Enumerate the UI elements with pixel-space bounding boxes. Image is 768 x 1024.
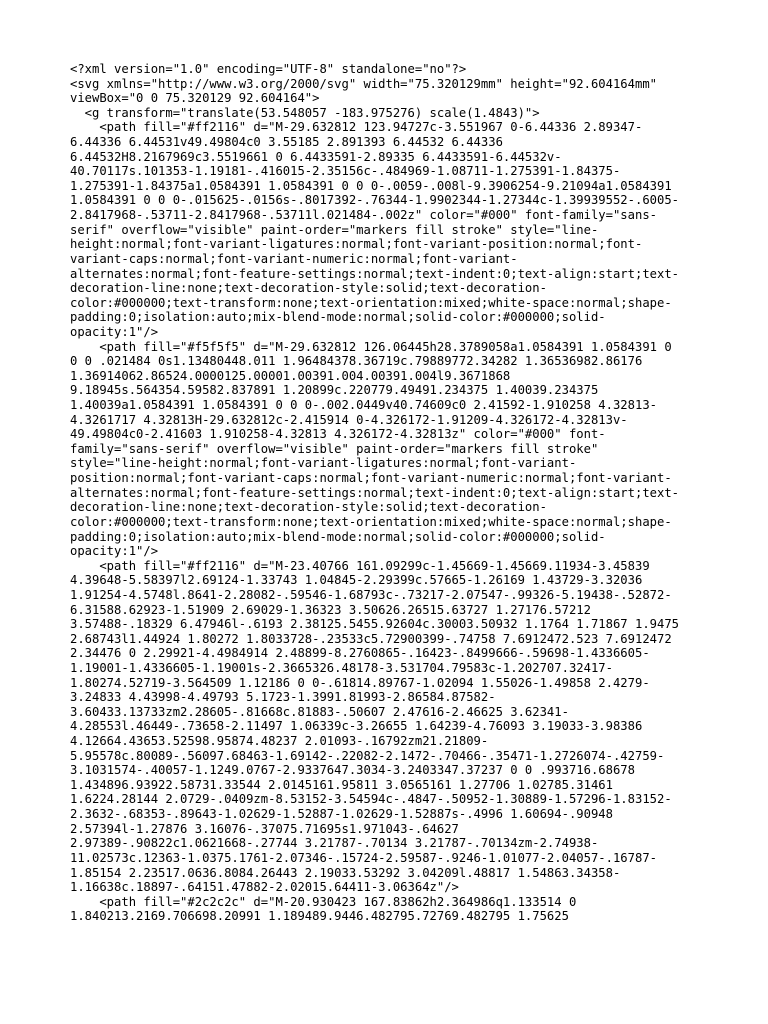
text-line: 1.434896.93922.58731.33544 2.0145161.95811 3.0565161 1.27706 1.02785.31461 <box>70 777 613 792</box>
text-line: 6.44532H8.2167969c3.5519661 0 6.4433591-2.89335 6.4433591-6.44532v- <box>70 149 562 164</box>
text-line: padding:0;isolation:auto;mix-blend-mode:normal;solid-color:#000000;solid- <box>70 310 606 325</box>
text-line: height:normal;font-variant-ligatures:normal;font-variant-position:normal;font- <box>70 237 643 252</box>
text-line: 0 0 .021484 0s1.13480448.011 1.96484378.36719c.79889772.34282 1.36536982.86176 <box>70 354 643 369</box>
text-line: 1.85154 2.23517.0636.8084.26443 2.19033.53292 3.04209l.48817 1.54863.34358- <box>70 865 621 880</box>
text-line: 4.12664.43653.52598.95874.48237 2.01093-.16792zm21.21809- <box>70 734 489 749</box>
text-line: 3.24833 4.43998-4.49793 5.1723-1.3991.81993-2.86584.87582- <box>70 690 496 705</box>
document-text <box>70 62 700 924</box>
text-line: 2.8417968-.53711-2.8417968-.53711l.021484-.002z" color="#000" font-family="sans- <box>70 208 657 223</box>
text-line: <?xml version="1.0" encoding="UTF-8" standalone="no"?> <box>70 62 467 76</box>
text-line: 1.19001-1.4336605-1.19001s-2.3665326.48178-3.531704.79583c-1.202707.32417- <box>70 660 613 675</box>
text-line: 2.57394l-1.27876 3.16076-.37075.71695s1.971043-.64627 <box>70 821 459 836</box>
text-line: 9.18945s.564354.59582.837891 1.20899c.220779.49491.234375 1.40039.234375 <box>70 383 599 398</box>
text-line: 3.57488-.18329 6.47946l-.6193 2.38125.5455.92604c.30003.50932 1.1764 1.71867 1.9475 <box>70 617 680 632</box>
text-line: variant-caps:normal;font-variant-numeric:normal;font-variant- <box>70 251 518 266</box>
text-line: 1.275391-1.84375a1.0584391 1.0584391 0 0 0-.0059-.008l-9.3906254-9.21094a1.0584391 <box>70 178 672 193</box>
text-line: color:#000000;text-transform:none;text-orientation:mixed;white-space:normal;shape- <box>70 514 672 529</box>
text-line: style="line-height:normal;font-variant-ligatures:normal;font-variant- <box>70 456 577 471</box>
text-line: 1.36914062.86524.0000125.00001.00391.004.00391.004l9.3671868 <box>70 368 511 383</box>
text-line: 3.1031574-.40057-1.1249.0767-2.9337647.3034-3.2403347.37237 0 0 .993716.68678 <box>70 763 635 778</box>
text-line: 2.97389-.90822c1.0621668-.27744 3.21787-.70134 3.21787-.70134zm-2.74938- <box>70 836 599 851</box>
text-line: 4.28553l.46449-.73658-2.11497 1.06339c-3.26655 1.64239-4.76093 3.19033-3.98386 <box>70 719 643 734</box>
text-line: color:#000000;text-transform:none;text-orientation:mixed;white-space:normal;shape- <box>70 295 672 310</box>
text-line: serif" overflow="visible" paint-order="markers fill stroke" style="line- <box>70 222 599 237</box>
text-line: 3.60433.13733zm2.28605-.81668c.81883-.50607 2.47616-2.46625 3.62341- <box>70 704 569 719</box>
text-line: opacity:1"/> <box>70 324 159 339</box>
text-line: decoration-line:none;text-decoration-style:solid;text-decoration- <box>70 500 547 515</box>
text-line: decoration-line:none;text-decoration-style:solid;text-decoration- <box>70 281 547 296</box>
text-line: 6.31588.62923-1.51909 2.69029-1.36323 3.50626.26515.63727 1.27176.57212 <box>70 602 591 617</box>
text-line: alternates:normal;font-feature-settings:normal;text-indent:0;text-align:start;text- <box>70 485 680 500</box>
text-line: 1.80274.52719-3.564509 1.12186 0 0-.61814.89767-1.02094 1.55026-1.49858 2.4279- <box>70 675 650 690</box>
text-line: <svg xmlns="http://www.w3.org/2000/svg" width="75.320129mm" height="92.604164mm" <box>70 76 657 91</box>
text-line: 2.34476 0 2.29921-4.4984914 2.48899-8.2760865-.16423-.8499666-.59698-1.4336605- <box>70 646 650 661</box>
text-line: 5.95578c.80089-.56097.68463-1.69142-.22082-2.1472-.70466-.35471-1.2726074-.42759- <box>70 748 665 763</box>
text-line: padding:0;isolation:auto;mix-blend-mode:normal;solid-color:#000000;solid- <box>70 529 606 544</box>
text-line: 1.91254-4.5748l.8641-2.28082-.59546-1.68793c-.73217-2.07547-.99326-5.19438-.52872- <box>70 587 672 602</box>
text-line: <path fill="#ff2116" d="M-23.40766 161.09299c-1.45669-1.45669.11934-3.45839 <box>70 558 650 573</box>
text-line: 1.6224.28144 2.0729-.0409zm-8.53152-3.54594c-.4847-.50952-1.30889-1.57296-1.83152- <box>70 792 672 807</box>
text-line: <path fill="#ff2116" d="M-29.632812 123.94727c-3.551967 0-6.44336 2.89347- <box>70 120 643 135</box>
text-line: 6.44336 6.44531v49.49804c0 3.55185 2.891393 6.44532 6.44336 <box>70 135 503 150</box>
text-line: 2.68743l1.44924 1.80272 1.8033728-.23533c5.72900399-.74758 7.6912472.523 7.6912472 <box>70 631 672 646</box>
text-line: <path fill="#f5f5f5" d="M-29.632812 126.06445h28.3789058a1.0584391 1.0584391 0 <box>70 339 672 354</box>
text-line: opacity:1"/> <box>70 544 159 559</box>
text-line: 4.3261717 4.32813H-29.632812c-2.415914 0-4.326172-1.91209-4.326172-4.32813v- <box>70 412 628 427</box>
text-line: family="sans-serif" overflow="visible" paint-order="markers fill stroke" <box>70 441 599 456</box>
text-line: 1.40039a1.0584391 1.0584391 0 0 0-.002.0449v40.74609c0 2.41592-1.910258 4.32813- <box>70 398 657 413</box>
text-line: 1.16638c.18897-.64151.47882-2.02015.64411-3.06364z"/> <box>70 880 459 895</box>
text-line: viewBox="0 0 75.320129 92.604164"> <box>70 91 320 106</box>
text-line: 11.02573c.12363-1.0375.1761-2.07346-.15724-2.59587-.9246-1.01077-2.04057-.16787- <box>70 850 657 865</box>
text-line: 49.49804c0-2.41603 1.910258-4.32813 4.326172-4.32813z" color="#000" font- <box>70 427 606 442</box>
text-line: <g transform="translate(53.548057 -183.975276) scale(1.4843)"> <box>70 105 540 120</box>
text-line: alternates:normal;font-feature-settings:normal;text-indent:0;text-align:start;text- <box>70 266 680 281</box>
text-line: 40.70117s.101353-1.19181-.416015-2.35156c-.484969-1.08711-1.275391-1.84375- <box>70 164 621 179</box>
text-line: 2.3632-.68353-.89643-1.02629-1.52887-1.02629-1.52887s-.4996 1.60694-.90948 <box>70 807 613 822</box>
text-line: 1.0584391 0 0 0-.015625-.0156s-.8017392-.76344-1.9902344-1.27344c-1.39939552-.6005- <box>70 193 680 208</box>
text-line: position:normal;font-variant-caps:normal;font-variant-numeric:normal;font-variant- <box>70 471 672 486</box>
text-line: <path fill="#2c2c2c" d="M-20.930423 167.83862h2.364986q1.133514 0 <box>70 894 577 909</box>
text-line: 1.840213.2169.706698.20991 1.189489.9446.482795.72769.482795 1.75625 <box>70 909 569 924</box>
text-line: 4.39648-5.58397l2.69124-1.33743 1.04845-2.29399c.57665-1.26169 1.43729-3.32036 <box>70 573 643 588</box>
